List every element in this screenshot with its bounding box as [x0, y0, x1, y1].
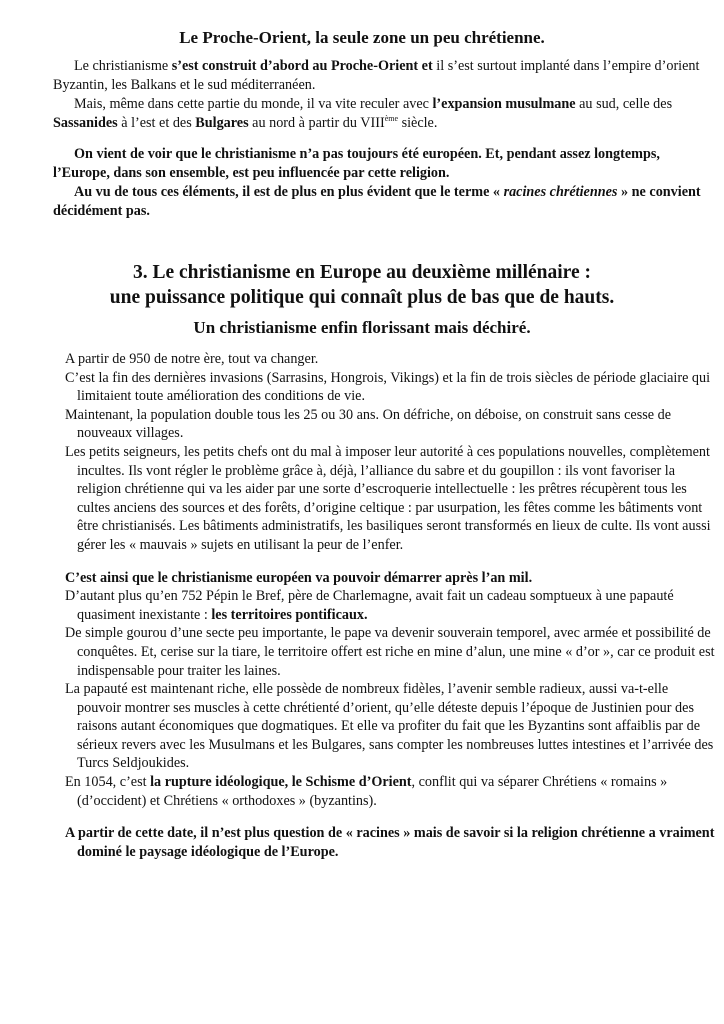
section-3-title-line2: une puissance politique qui connaît plus de bas que de hauts.	[109, 287, 615, 308]
superscript: ème	[384, 114, 399, 123]
text-run: au sud, celle des	[575, 96, 673, 112]
section-3-subtitle: Un christianisme enfin florissant mais déchiré.	[193, 318, 531, 337]
section-3-body	[65, 350, 715, 861]
section-3-title	[0, 260, 724, 310]
text-run: Mais, même dans cette partie du monde, il va vite reculer avec	[74, 96, 433, 112]
paragraph: A partir de 950 de notre ère, tout va changer.	[65, 351, 319, 367]
text-run: , conflit qui va séparer Chrétiens « romains » (d’occident) et Chrétiens « orthodoxes » (byzantins).	[77, 774, 668, 809]
section-heading-proche-orient: Le Proche-Orient, la seule zone un peu chrétienne.	[179, 28, 545, 47]
text-run: D’autant plus qu’en 752 Pépin le Bref, père de Charlemagne, avait fait un cadeau somptueux à une papauté quasiment inexistante :	[65, 588, 674, 623]
spacer	[65, 555, 715, 569]
italic-run: racines chrétiennes	[503, 184, 618, 200]
paragraph: La papauté est maintenant riche, elle possède de nombreux fidèles, l’avenir semble radieux, aussi va-t-elle pouvoir montrer ses muscles à cette chrétienté d’orient, qu’elle déteste depuis l’époque de Justinien pour des raisons autant économiques que dogmatiques. Et elle va profiter du fait que les Byzantins sont affaiblis par de sérieux revers avec les Musulmans et les Bulgares, sans compter les nombreuses luttes intestines et l’arrivée des Turcs Seldjoukides.	[65, 681, 714, 772]
bold-run: s’est construit d’abord au Proche-Orient et	[171, 58, 433, 74]
paragraph-construit	[53, 57, 713, 95]
text-run: Au vu de tous ces éléments, il est de plus en plus évident que le terme «	[74, 184, 504, 200]
text-run: il s’est surtout implanté dans l’empire d’orient Byzantin, les Balkans et le sud méditerranéen.	[53, 58, 700, 93]
bold-run: Sassanides	[53, 115, 118, 131]
paragraph: De simple gourou d’une secte peu importante, le pape va devenir souverain temporel, avec armée et possibilité de conquêtes. Et, cerise sur la tiare, le territoire offert est riche en mine d’alun, une mine « d’or », car ce produit est indispensable pour traiter les laines.	[65, 625, 715, 679]
paragraph-pas-europeen: On vient de voir que le christianisme n’a pas toujours été européen. Et, pendant assez longtemps, l’Europe, dans son ensemble, est peu influencée par cette religion.	[53, 146, 660, 181]
section-3-title-line1: 3. Le christianisme en Europe au deuxième millénaire :	[132, 262, 592, 283]
bold-run: Bulgares	[195, 115, 249, 131]
text-run: En 1054, c’est	[65, 774, 151, 791]
paragraph-conclusion: A partir de cette date, il n’est plus question de « racines » mais de savoir si la religion chrétienne a vraiment dominé le paysage idéologique de l’Europe.	[65, 825, 715, 860]
text-run: siècle.	[398, 115, 438, 131]
text-run: à l’est et des	[117, 115, 196, 131]
paragraph-racines	[53, 183, 713, 221]
bold-run: la rupture idéologique, le Schisme d’Orient	[150, 774, 412, 791]
paragraph-schisme	[65, 773, 715, 810]
paragraph-pepin	[65, 587, 715, 624]
bold-run: les territoires pontificaux.	[211, 606, 368, 623]
paragraph: Les petits seigneurs, les petits chefs ont du mal à imposer leur autorité à ces populations nouvelles, complètement incultes. Ils vont régler le problème grâce à, déjà, l’alliance du sabre et du goupillon : ils vont favoriser la religion chrétienne qui va les aider par une sorte d’escroquerie intellectuelle : les prêtres récupèrent tous les cultes anciens des sources et des forêts, d’origine celtique : par usurpation, les fêtes comme les bâtiments vont être christianisés. Les bâtiments administratifs, les basiliques seront transformés en lieux de culte. Ils vont aussi gérer les « mauvais » sujets en utilisant la peur de l’enfer.	[65, 443, 711, 553]
text-run: au nord à partir du VIII	[248, 115, 385, 131]
text-run: » ne convient décidément pas.	[53, 184, 701, 219]
text-run: Le christianisme	[74, 58, 172, 74]
paragraph-an-mil: C’est ainsi que le christianisme européen va pouvoir démarrer après l’an mil.	[65, 569, 533, 586]
paragraph: C’est la fin des dernières invasions (Sarrasins, Hongrois, Vikings) et la fin de trois siècles de période glaciaire qui limitaient toute amélioration des conditions de vie.	[65, 369, 711, 405]
paragraph: Maintenant, la population double tous les 25 ou 30 ans. On défriche, on déboise, on construit sans cesse de nouveaux villages.	[65, 406, 671, 442]
spacer	[65, 810, 715, 824]
summary-paragraphs	[53, 145, 713, 221]
bold-run: l’expansion musulmane	[432, 96, 576, 112]
paragraph-reculer	[53, 95, 713, 133]
intro-paragraphs	[53, 57, 713, 133]
